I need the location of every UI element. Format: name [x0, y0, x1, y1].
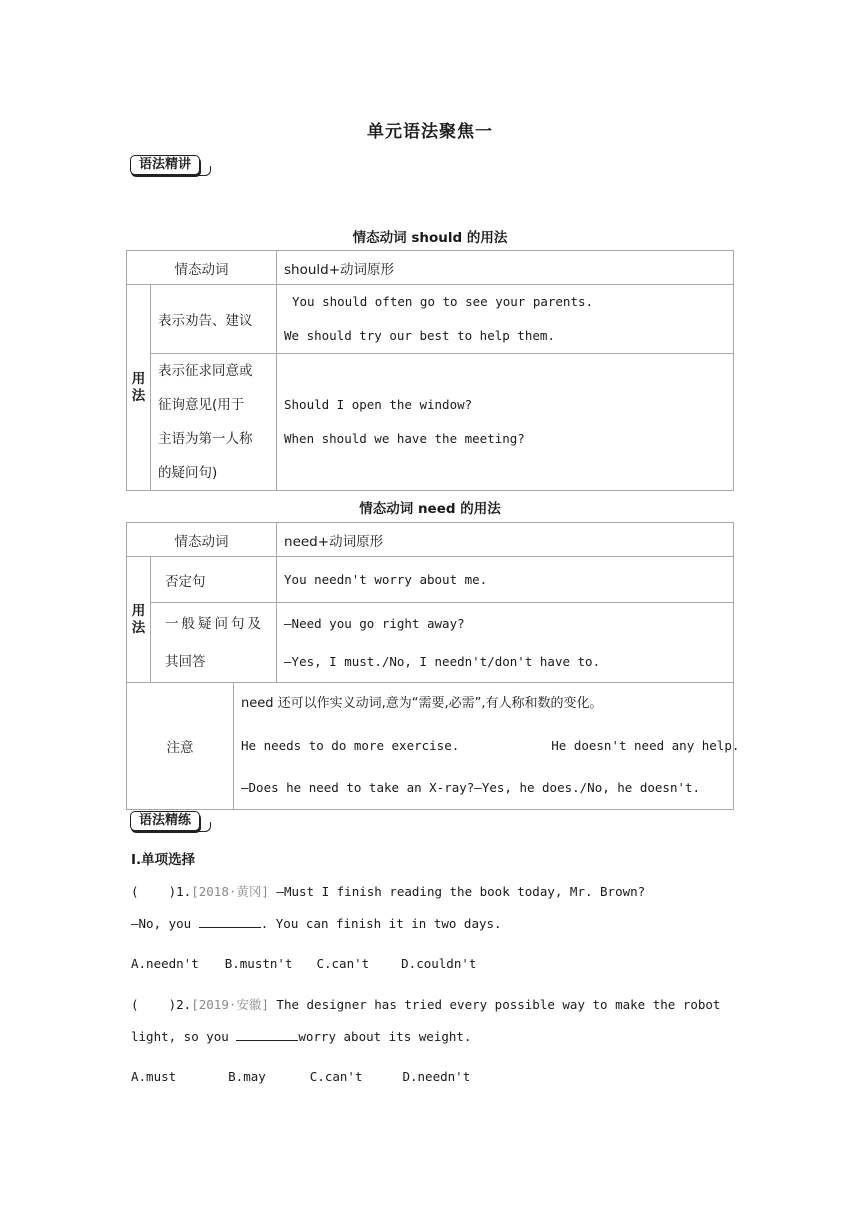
- page-title: 单元语法聚焦一: [367, 122, 493, 142]
- example-line: You should often go to see your parents.: [292, 294, 594, 309]
- table-caption-should: 情态动词 should 的用法: [352, 230, 508, 246]
- question-1-line-2: [131, 916, 502, 931]
- label-line: 主语为第一人称: [158, 431, 253, 447]
- question-2-line-2: [131, 1029, 471, 1044]
- usage-label-cell: [127, 557, 151, 683]
- note-example-row: [241, 725, 740, 767]
- question-1: [131, 882, 645, 900]
- question-2: [131, 995, 720, 1013]
- note-example: —Does he need to take an X-ray?—Yes, he does./No, he doesn't.: [241, 780, 701, 795]
- question-number: 2.: [176, 997, 192, 1012]
- section-badge-explain: [130, 155, 200, 175]
- row-label-permission: [151, 354, 277, 491]
- question-source: [2018·黄冈]: [191, 884, 269, 899]
- answer-paren[interactable]: ( ): [131, 884, 177, 899]
- option-a[interactable]: A.must: [131, 1069, 177, 1084]
- badge-tail-decor: [196, 166, 211, 176]
- option-d[interactable]: D.needn't: [402, 1069, 471, 1084]
- example-line: —Need you go right away?: [284, 615, 465, 631]
- label-line: 征询意见(用于: [158, 397, 245, 413]
- example-line: We should try our best to help them.: [284, 328, 555, 343]
- label-line: 其回答: [165, 653, 206, 670]
- question-1-options: [131, 956, 476, 971]
- option-c[interactable]: C.can't: [316, 956, 370, 971]
- answer-blank[interactable]: [199, 927, 261, 928]
- option-b[interactable]: B.mustn't: [224, 956, 293, 971]
- example-line: When should we have the meeting?: [284, 431, 525, 446]
- option-c[interactable]: C.can't: [309, 1069, 363, 1084]
- header-value-cell: [277, 251, 734, 285]
- answer-paren[interactable]: ( ): [131, 997, 177, 1012]
- header-label-cell: 情态动词: [127, 523, 277, 557]
- question-text: . You can finish it in two days.: [260, 916, 502, 931]
- row-label-question: [151, 603, 277, 683]
- question-text: —Must I finish reading the book today, Mr. Brown?: [268, 884, 646, 899]
- should-usage-table: [126, 250, 734, 491]
- header-value-cell: [277, 523, 734, 557]
- section-badge-practice: [130, 811, 200, 831]
- row-examples-permission: [277, 354, 734, 491]
- note-text: need 还可以作实义动词,意为“需要,必需”,有人称和数的变化。: [241, 696, 603, 711]
- usage-label-char-2: 法: [131, 387, 146, 404]
- example-line: —Yes, I must./No, I needn't/don't have to.: [284, 653, 601, 669]
- option-b[interactable]: B.may: [228, 1069, 266, 1084]
- header-label-cell: 情态动词: [127, 251, 277, 285]
- note-label-cell: 注意: [127, 683, 234, 810]
- label-line: 表示征求同意或: [158, 363, 253, 379]
- note-example: He needs to do more exercise.: [241, 738, 460, 753]
- option-a[interactable]: A.needn't: [131, 956, 199, 971]
- label-line: 的疑问句): [158, 465, 218, 481]
- usage-label-char-1: 用: [131, 370, 146, 387]
- question-text: worry about its weight.: [298, 1029, 472, 1044]
- question-text: The designer has tried every possible way to make the robot: [268, 997, 721, 1012]
- badge-tail-decor: [196, 822, 211, 832]
- row-examples-advice: [277, 285, 734, 354]
- header-value: need+动词原形: [284, 533, 384, 550]
- label-line: 一般疑问句及: [165, 615, 264, 632]
- answer-blank[interactable]: [236, 1040, 298, 1041]
- table-caption-need: 情态动词 need 的用法: [359, 501, 501, 517]
- note-content-cell: [234, 683, 740, 810]
- option-d[interactable]: D.couldn't: [401, 956, 477, 971]
- badge-label: 语法精讲: [130, 155, 200, 175]
- usage-label-cell: [127, 285, 151, 491]
- question-2-options: [131, 1069, 470, 1084]
- question-number: 1.: [176, 884, 192, 899]
- question-text: light, so you: [131, 1029, 237, 1044]
- question-source: [2019·安徽]: [191, 997, 269, 1012]
- question-text: —No, you: [131, 916, 199, 931]
- row-label-negative: 否定句: [151, 557, 277, 603]
- row-label-advice: 表示劝告、建议: [151, 285, 277, 354]
- row-examples-question: [277, 603, 734, 683]
- usage-label-char-1: 用: [131, 602, 146, 619]
- usage-label-char-2: 法: [131, 619, 146, 636]
- header-value: should+动词原形: [284, 261, 395, 278]
- note-example: He doesn't need any help.: [551, 738, 740, 753]
- section-heading: Ⅰ.单项选择: [131, 852, 196, 868]
- row-example-negative: You needn't worry about me.: [277, 557, 734, 603]
- example-line: Should I open the window?: [284, 397, 473, 412]
- badge-label: 语法精练: [130, 811, 200, 831]
- need-usage-table: [126, 522, 740, 810]
